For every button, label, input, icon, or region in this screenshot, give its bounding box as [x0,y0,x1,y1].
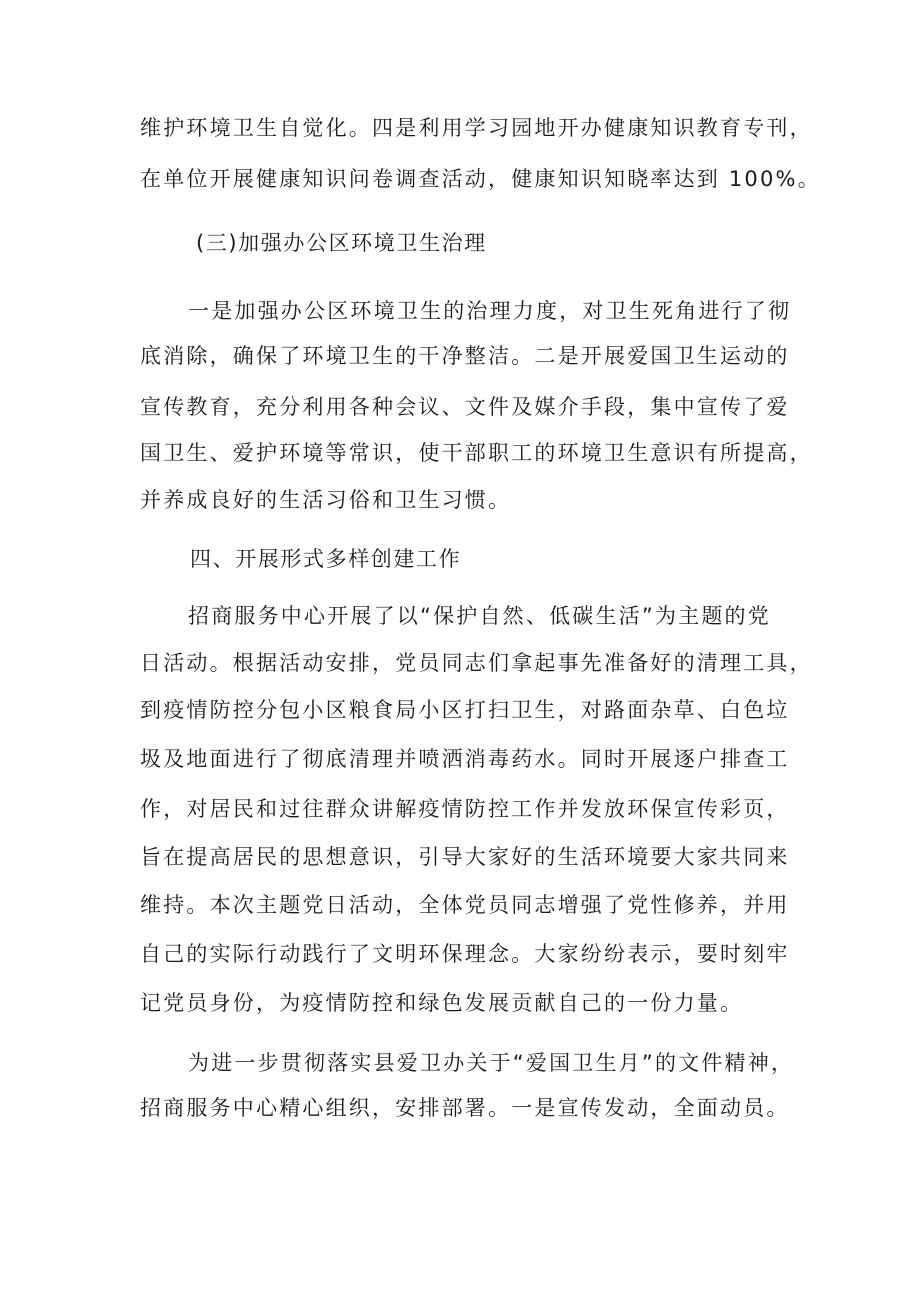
paragraph-2-line-5: 并养成良好的生活习俗和卫生习惯。 [140,488,512,512]
paragraph-3-line-7: 维持。本次主题党日活动，全体党员同志增强了党性修养，并用 [140,893,790,917]
section-heading-4: 四、开展形式多样创建工作 [190,547,462,571]
paragraph-3-line-1: 招商服务中心开展了以“保护自然、低碳生活”为主题的党 [188,604,771,628]
paragraph-3-line-5: 作，对居民和过往群众讲解疫情防控工作并发放环保宣传彩页， [140,797,790,821]
paragraph-3-line-3: 到疫情防控分包小区粮食局小区打扫卫生，对路面杂草、白色垃 [140,698,790,722]
paragraph-2-line-3: 宣传教育，充分利用各种会议、文件及媒介手段，集中宣传了爱 [140,395,790,419]
paragraph-3-line-2: 日活动。根据活动安排，党员同志们拿起事先准备好的清理工具， [140,651,813,675]
paragraph-1-line-2: 在单位开展健康知识问卷调查活动，健康知识知晓率达到 100%。 [140,167,821,191]
section-heading-3: (三)加强办公区环境卫生治理 [196,231,487,255]
paragraph-2-line-4: 国卫生、爱护环境等常识，使干部职工的环境卫生意识有所提高， [140,441,813,465]
paragraph-4-line-1: 为进一步贯彻落实县爱卫办关于“爱国卫生月”的文件精神， [188,1051,795,1075]
paragraph-1-line-1: 维护环境卫生自觉化。四是利用学习园地开办健康知识教育专刊， [140,116,813,140]
paragraph-3-line-4: 圾及地面进行了彻底清理并喷洒消毒药水。同时开展逐户排查工 [140,747,790,771]
paragraph-3-line-9: 记党员身份，为疫情防控和绿色发展贡献自己的一份力量。 [140,991,744,1015]
paragraph-2-line-1: 一是加强办公区环境卫生的治理力度，对卫生死角进行了彻 [188,299,792,323]
paragraph-3-line-8: 自己的实际行动践行了文明环保理念。大家纷纷表示，要时刻牢 [140,942,790,966]
paragraph-2-line-2: 底消除，确保了环境卫生的干净整洁。二是开展爱国卫生运动的 [140,344,790,368]
paragraph-3-line-6: 旨在提高居民的思想意识，引导大家好的生活环境要大家共同来 [140,845,790,869]
paragraph-4-line-2: 招商服务中心精心组织，安排部署。一是宣传发动，全面动员。 [140,1096,790,1120]
